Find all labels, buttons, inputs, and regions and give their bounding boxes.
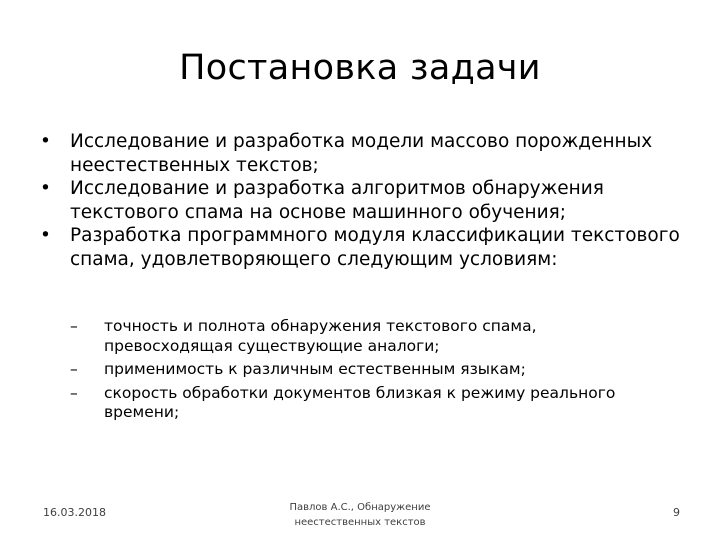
sub-bullet-item [70,317,630,356]
slide-title: Постановка задачи [179,48,541,88]
sub-bullet-text: применимость к различным естественным языкам; [104,360,526,378]
sub-bullet-item [70,384,630,423]
bullet-marker: • [40,131,51,152]
sub-bullet-text: точность и полнота обнаружения текстового спама, превосходящая существующие аналоги; [104,317,537,355]
bullet-text: Исследование и разработка модели массово порожденных неестественных текстов; [70,131,653,176]
sub-bullet-marker: – [70,383,78,402]
bullet-item [36,177,696,224]
sub-bullet-list [70,317,630,427]
footer-date: 16.03.2018 [43,506,106,519]
footer-center-line-1: Павлов А.С., Обнаружение [289,502,431,513]
bullet-item [36,224,696,271]
page-number: 9 [673,506,680,519]
footer-author-title [260,500,460,530]
sub-bullet-text: скорость обработки документов близкая к режиму реального времени; [104,383,616,421]
footer-center-line-2: неестественных текстов [294,517,426,528]
bullet-marker: • [40,225,51,246]
bullet-text: Разработка программного модуля классификации текстового спама, удовлетворяющего следующим условиям: [70,225,680,270]
bullet-item [36,130,696,177]
sub-bullet-marker: – [70,360,78,378]
bullet-text: Исследование и разработка алгоритмов обнаружения текстового спама на основе машинного обучения; [70,178,604,223]
bullet-marker: • [40,178,51,199]
sub-bullet-marker: – [70,317,78,335]
bullet-list [36,130,696,271]
sub-bullet-item [70,360,630,380]
